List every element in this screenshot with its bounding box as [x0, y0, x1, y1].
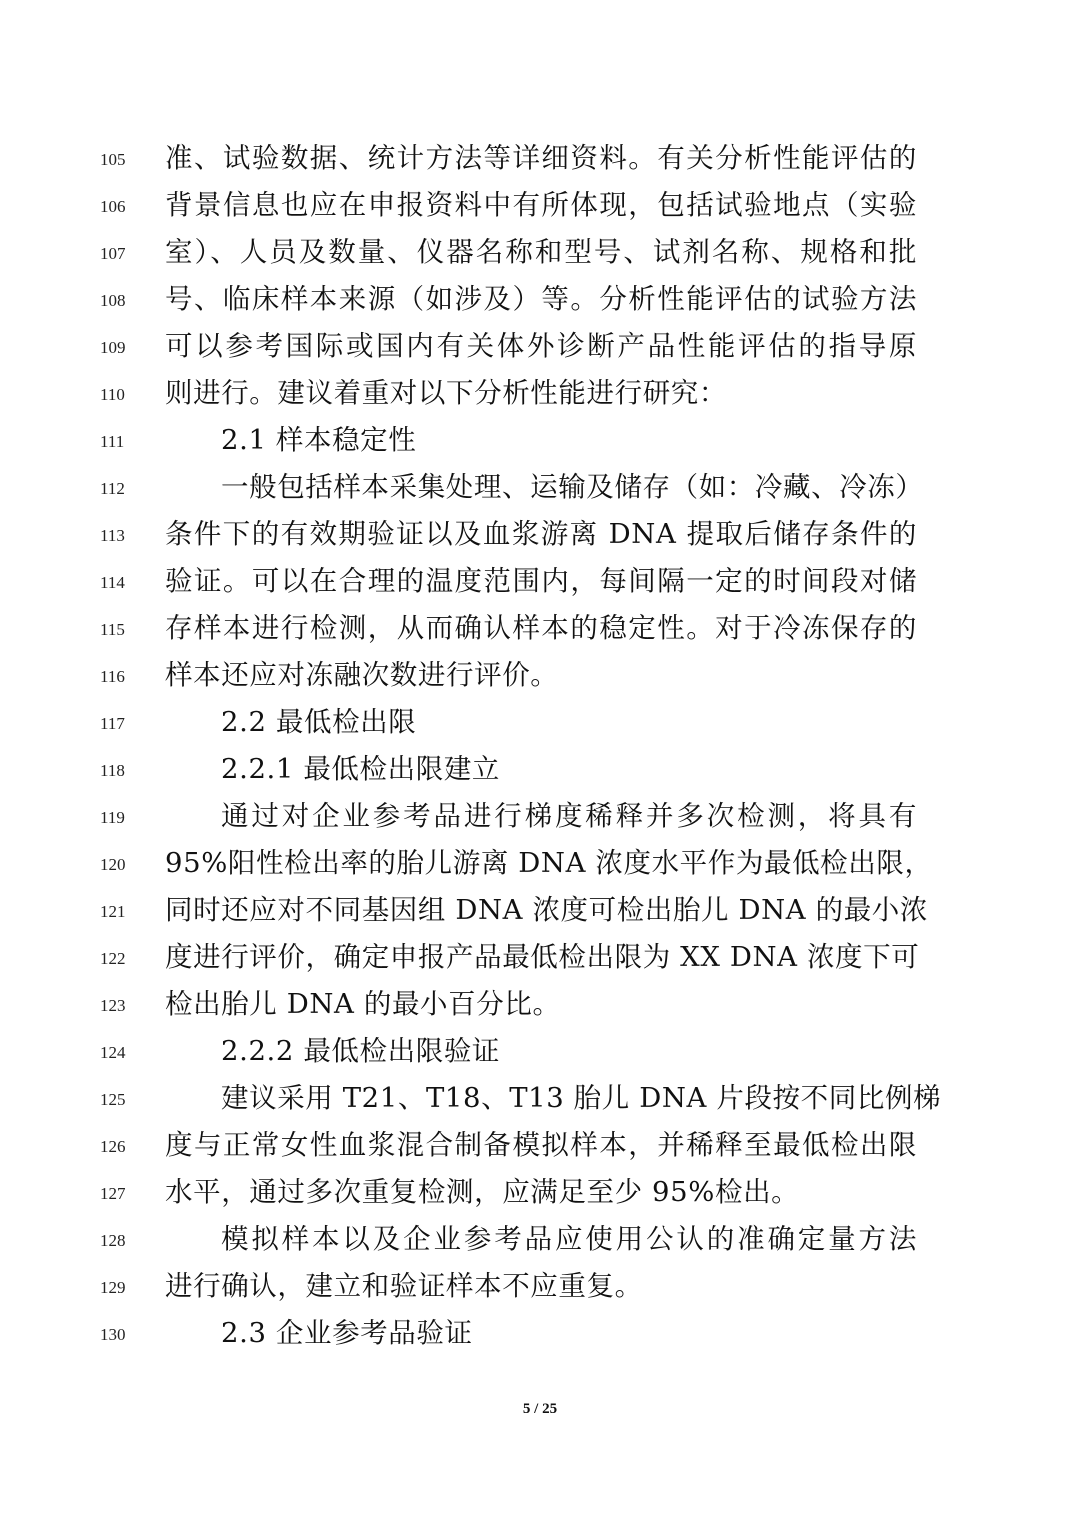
- line-number: 128: [100, 1231, 126, 1250]
- line-number: 116: [100, 667, 125, 686]
- line-number: 108: [100, 291, 126, 310]
- text-line: [0, 1078, 1080, 1125]
- section-heading-line: [0, 1313, 1080, 1360]
- line-text: 样本还应对冻融次数进行评价。: [165, 659, 559, 691]
- section-heading-line: [0, 749, 1080, 796]
- line-number: 115: [100, 620, 125, 639]
- line-text: 存样本进行检测，从而确认样本的稳定性。对于冷冻保存的: [165, 612, 917, 644]
- line-text: 可以参考国际或国内有关体外诊断产品性能评估的指导原: [165, 330, 917, 362]
- line-text: 同时还应对不同基因组 DNA 浓度可检出胎儿 DNA 的最小浓: [165, 894, 929, 926]
- text-line: [0, 373, 1080, 420]
- text-line: [0, 1172, 1080, 1219]
- line-number: 111: [100, 432, 125, 451]
- section-heading-line: [0, 702, 1080, 749]
- section-heading: 2.2.2 最低检出限验证: [221, 1035, 501, 1067]
- line-number: 105: [100, 150, 126, 169]
- line-text: 进行确认，建立和验证样本不应重复。: [165, 1270, 643, 1302]
- text-line: [0, 326, 1080, 373]
- line-text: 95%阳性检出率的胎儿游离 DNA 浓度水平作为最低检出限，: [165, 847, 933, 879]
- text-line: [0, 232, 1080, 279]
- line-text: 背景信息也应在申报资料中有所体现，包括试验地点（实验: [165, 189, 917, 221]
- text-line: [0, 467, 1080, 514]
- line-number: 130: [100, 1325, 126, 1344]
- line-number: 112: [100, 479, 125, 498]
- line-text: 度与正常女性血浆混合制备模拟样本，并稀释至最低检出限: [165, 1129, 917, 1161]
- line-text: 准、试验数据、统计方法等详细资料。有关分析性能评估的: [165, 142, 917, 174]
- line-number: 120: [100, 855, 126, 874]
- line-text: 验证。可以在合理的温度范围内，每间隔一定的时间段对储: [165, 565, 917, 597]
- text-line: [0, 608, 1080, 655]
- line-number: 121: [100, 902, 126, 921]
- line-number: 122: [100, 949, 126, 968]
- line-number: 110: [100, 385, 125, 404]
- text-line: [0, 561, 1080, 608]
- line-number: 125: [100, 1090, 126, 1109]
- text-line: [0, 1219, 1080, 1266]
- text-line: [0, 279, 1080, 326]
- line-text: 则进行。建议着重对以下分析性能进行研究：: [165, 377, 727, 409]
- line-number: 126: [100, 1137, 126, 1156]
- line-text: 模拟样本以及企业参考品应使用公认的准确定量方法: [221, 1223, 917, 1255]
- section-heading-line: [0, 1031, 1080, 1078]
- text-line: [0, 984, 1080, 1031]
- line-number: 127: [100, 1184, 126, 1203]
- section-heading: 2.2 最低检出限: [221, 706, 417, 738]
- text-line: [0, 655, 1080, 702]
- line-number: 113: [100, 526, 125, 545]
- section-heading: 2.1 样本稳定性: [221, 424, 417, 456]
- line-text: 一般包括样本采集处理、运输及储存（如：冷藏、冷冻）: [221, 471, 924, 503]
- line-text: 室）、人员及数量、仪器名称和型号、试剂名称、规格和批: [165, 236, 917, 268]
- line-number: 119: [100, 808, 125, 827]
- line-text: 号、临床样本来源（如涉及）等。分析性能评估的试验方法: [165, 283, 917, 315]
- line-number: 118: [100, 761, 125, 780]
- line-text: 度进行评价，确定申报产品最低检出限为 XX DNA 浓度下可: [165, 941, 920, 973]
- text-line: [0, 1125, 1080, 1172]
- section-heading: 2.3 企业参考品验证: [221, 1317, 473, 1349]
- line-number: 123: [100, 996, 126, 1015]
- line-number: 117: [100, 714, 125, 733]
- line-text: 条件下的有效期验证以及血浆游离 DNA 提取后储存条件的: [165, 518, 917, 550]
- line-number: 106: [100, 197, 126, 216]
- section-heading: 2.2.1 最低检出限建立: [221, 753, 501, 785]
- line-text: 建议采用 T21、T18、T13 胎儿 DNA 片段按不同比例梯: [221, 1082, 942, 1114]
- text-line: [0, 937, 1080, 984]
- text-line: [0, 185, 1080, 232]
- line-number: 129: [100, 1278, 126, 1297]
- page-number: 5 / 25: [522, 1401, 558, 1417]
- line-number: 114: [100, 573, 125, 592]
- line-number: 107: [100, 244, 126, 263]
- line-number: 124: [100, 1043, 126, 1062]
- text-line: [0, 138, 1080, 185]
- text-line: [0, 843, 1080, 890]
- text-line: [0, 796, 1080, 843]
- line-number: 109: [100, 338, 126, 357]
- line-text: 检出胎儿 DNA 的最小百分比。: [165, 988, 561, 1020]
- text-line: [0, 1266, 1080, 1313]
- line-text: 通过对企业参考品进行梯度稀释并多次检测，将具有: [221, 800, 917, 832]
- section-heading-line: [0, 420, 1080, 467]
- line-text: 水平，通过多次重复检测，应满足至少 95%检出。: [165, 1176, 800, 1208]
- text-line: [0, 514, 1080, 561]
- text-line: [0, 890, 1080, 937]
